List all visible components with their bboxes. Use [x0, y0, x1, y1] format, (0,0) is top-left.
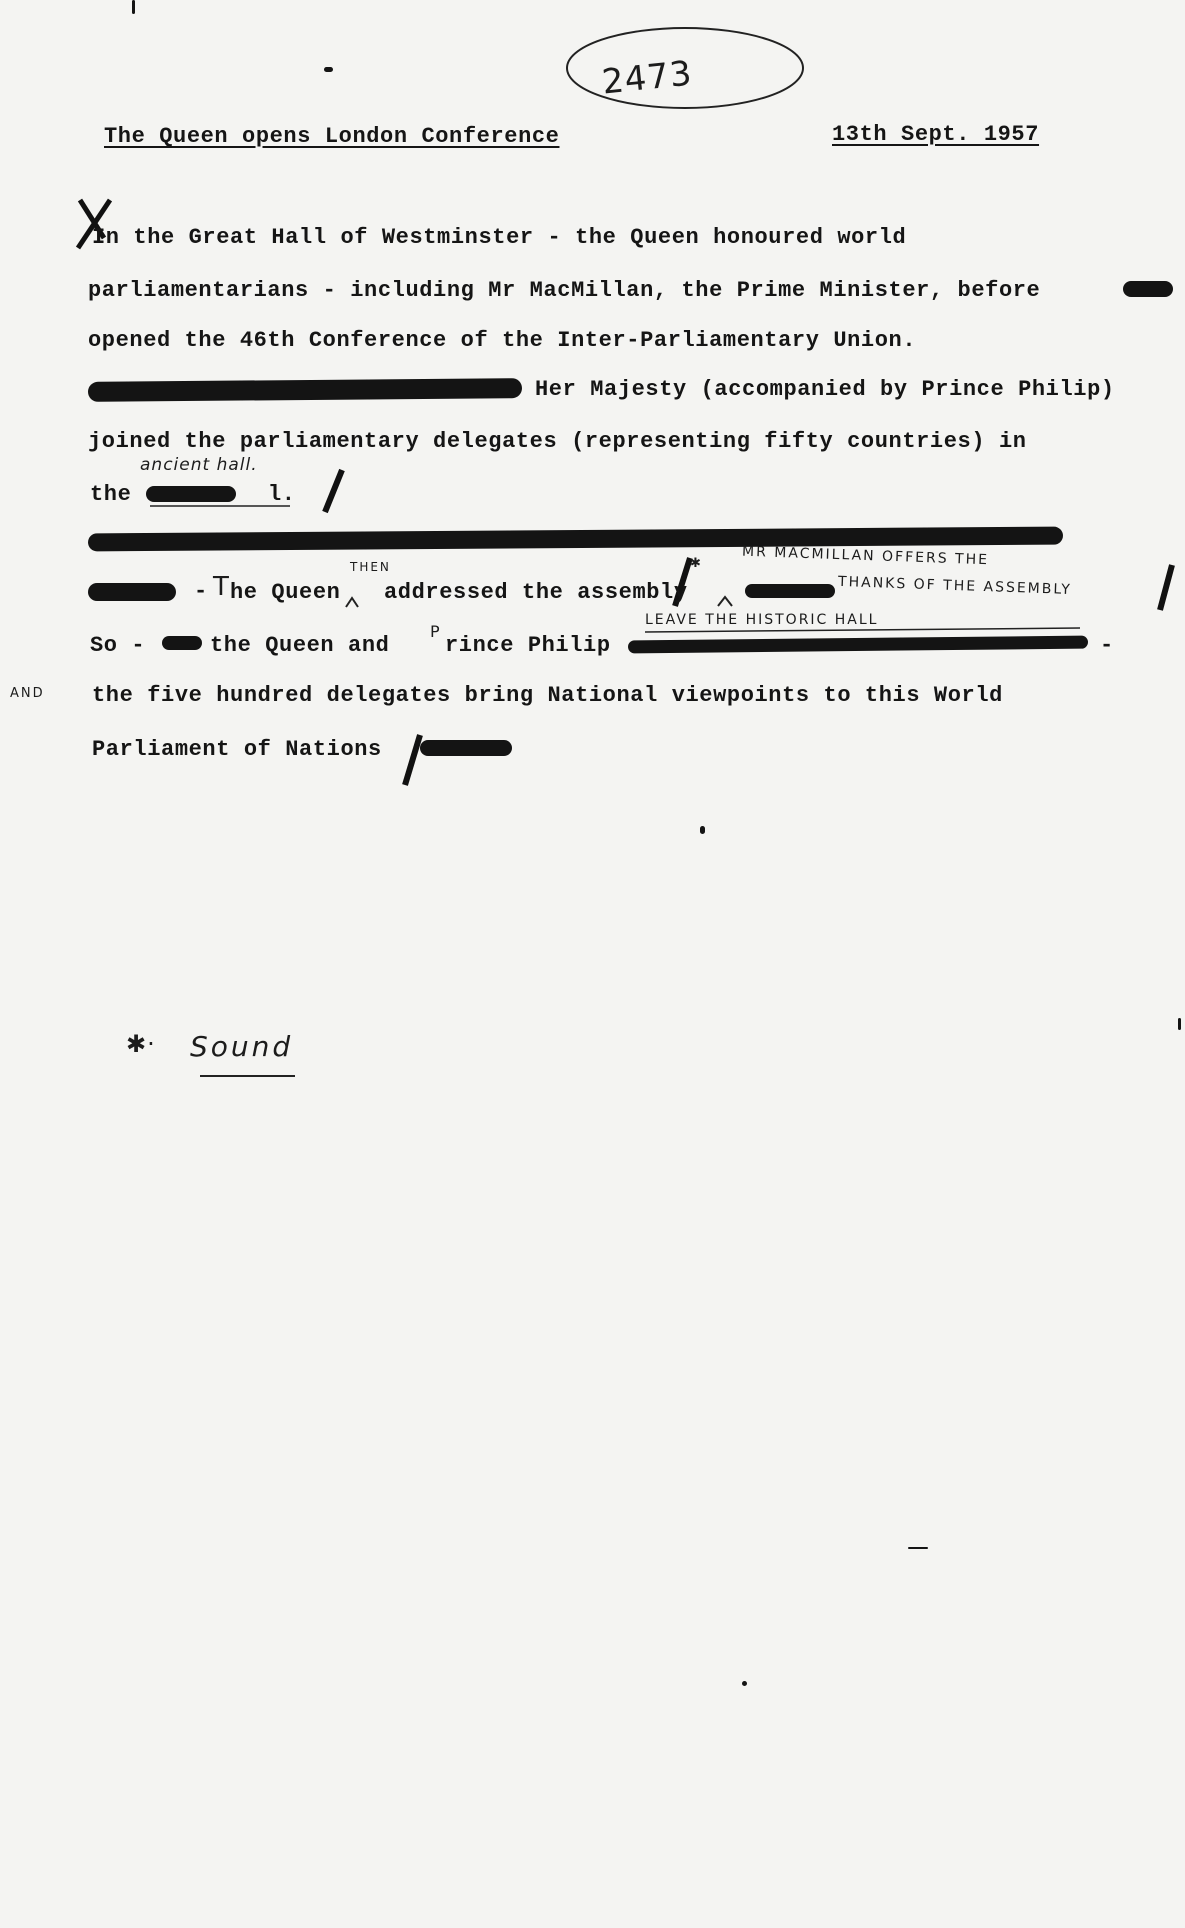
text-line-6: the — [90, 482, 132, 507]
text-line-nations: Parliament of Nations — [92, 737, 382, 762]
ink-speck — [324, 67, 333, 72]
text-queen: he Queen — [230, 580, 341, 605]
handwritten-macmillan-1: MR MACMILLAN OFFERS THE — [741, 543, 990, 569]
text-dash-2: - — [1100, 633, 1114, 658]
ink-speck — [132, 0, 135, 14]
document-title: The Queen opens London Conference — [104, 124, 560, 149]
redaction-scribble — [88, 378, 522, 402]
strikeout-scribble — [1123, 281, 1173, 297]
ink-speck — [1178, 1018, 1181, 1030]
slash-mark — [1160, 565, 1172, 610]
handwritten-sound-note: Sound — [190, 1030, 294, 1063]
handwritten-and: AND — [10, 686, 45, 701]
asterisk-mark: ✱ — [690, 556, 703, 571]
handwritten-ancient-hall: ancient hall. — [140, 455, 258, 475]
strikeout-scribble — [162, 636, 202, 650]
document-number: 2473 — [600, 53, 695, 103]
asterisk-mark: ✱· — [126, 1030, 156, 1058]
handwritten-leave-hall: LEAVE THE HISTORIC HALL — [645, 612, 879, 628]
text-addressed: addressed the assembly — [384, 580, 688, 605]
ink-speck — [700, 826, 705, 834]
slash-mark — [405, 735, 420, 785]
strikeout-scribble — [745, 584, 835, 598]
handwritten-t: T — [213, 572, 230, 602]
strikeout-scribble — [420, 740, 512, 756]
text-queen-and: the Queen and — [210, 633, 390, 658]
slash-mark — [325, 470, 342, 512]
text-prince-philip: rince Philip — [445, 633, 611, 658]
handwritten-macmillan-2: THANKS OF THE ASSEMBLY — [837, 573, 1073, 599]
text-line-6b: l. — [268, 482, 296, 507]
text-line-1: In the Great Hall of Westminster - the Queen honoured world — [92, 225, 907, 250]
handwritten-then: THEN — [350, 560, 391, 574]
document-date: 13th Sept. 1957 — [832, 122, 1040, 147]
caret-mark — [346, 598, 358, 607]
ink-speck — [742, 1681, 747, 1686]
handwritten-p: P — [430, 622, 442, 641]
text-so: So - — [90, 633, 146, 658]
caret-mark — [718, 597, 732, 606]
text-dash: - — [194, 579, 208, 604]
text-line-2: parliamentarians - including Mr MacMillan, the Prime Minister, before — [88, 278, 1041, 303]
text-line-3: opened the 46th Conference of the Inter-Parliamentary Union. — [88, 328, 917, 353]
text-line-delegates: the five hundred delegates bring National viewpoints to this World — [92, 683, 1003, 708]
handwriting-underline — [645, 628, 1080, 632]
text-line-5: joined the parliamentary delegates (representing fifty countries) in — [88, 429, 1027, 454]
strikeout-scribble — [146, 486, 236, 502]
ink-speck — [908, 1547, 928, 1549]
text-line-4: Her Majesty (accompanied by Prince Philip) — [535, 377, 1115, 402]
strikeout-scribble — [88, 583, 176, 601]
